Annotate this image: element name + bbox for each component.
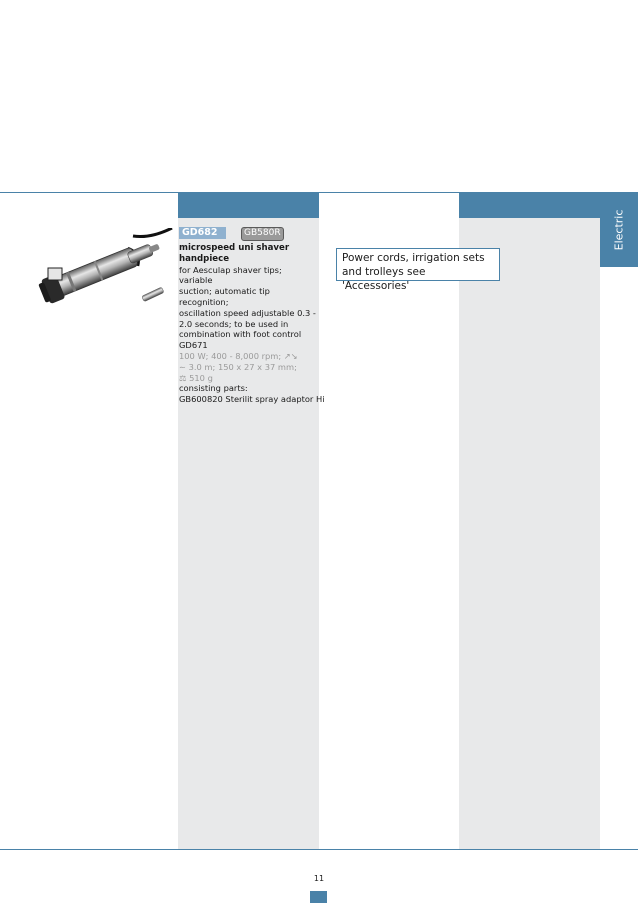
section-tab — [600, 193, 638, 267]
description-line: GD671 — [179, 340, 208, 351]
parts-label: consisting parts: — [179, 383, 248, 394]
product-code: GD682 — [179, 227, 226, 239]
spec-line-cable — [179, 362, 317, 373]
weight-icon: ⚖ — [179, 372, 187, 383]
column-2-header — [178, 193, 319, 218]
description-line: combination with foot control — [179, 329, 302, 340]
column-4-header — [459, 193, 600, 218]
description-line: oscillation speed adjustable 0.3 - — [179, 307, 316, 318]
rotation-icon: ↗↘ — [283, 350, 298, 361]
spec-weight: 510 g — [189, 372, 213, 383]
column-4 — [459, 193, 600, 849]
description-line: 2.0 seconds; to be used in — [179, 318, 289, 329]
bottom-rule — [0, 849, 638, 850]
page-marker — [310, 891, 327, 903]
parts-item: GB600820 Sterilit spray adaptor Hi — [179, 394, 325, 405]
spec-line-power — [179, 351, 317, 362]
spec-power-speed: 100 W; 400 - 8,000 rpm; — [179, 350, 282, 361]
surgical-handpiece-image — [38, 228, 174, 310]
cable-icon: ∼ — [179, 361, 186, 372]
product-info — [179, 243, 325, 405]
product-title: microspeed uni shaver handpiece — [179, 243, 290, 264]
description-line: suction; automatic tip recognition; — [179, 286, 270, 307]
spec-line-weight — [179, 373, 317, 384]
spec-cable-dimensions: 3.0 m; 150 x 27 x 37 mm; — [188, 361, 297, 372]
accessories-note: Power cords, irrigation sets and trolleys see 'Accessories' — [336, 248, 500, 281]
section-tab-label: Electric — [612, 209, 626, 251]
alternate-code-badge: GB580R — [241, 227, 284, 241]
description-line: for Aesculap shaver tips; variable — [179, 264, 282, 286]
page-number: 11 — [313, 874, 325, 883]
